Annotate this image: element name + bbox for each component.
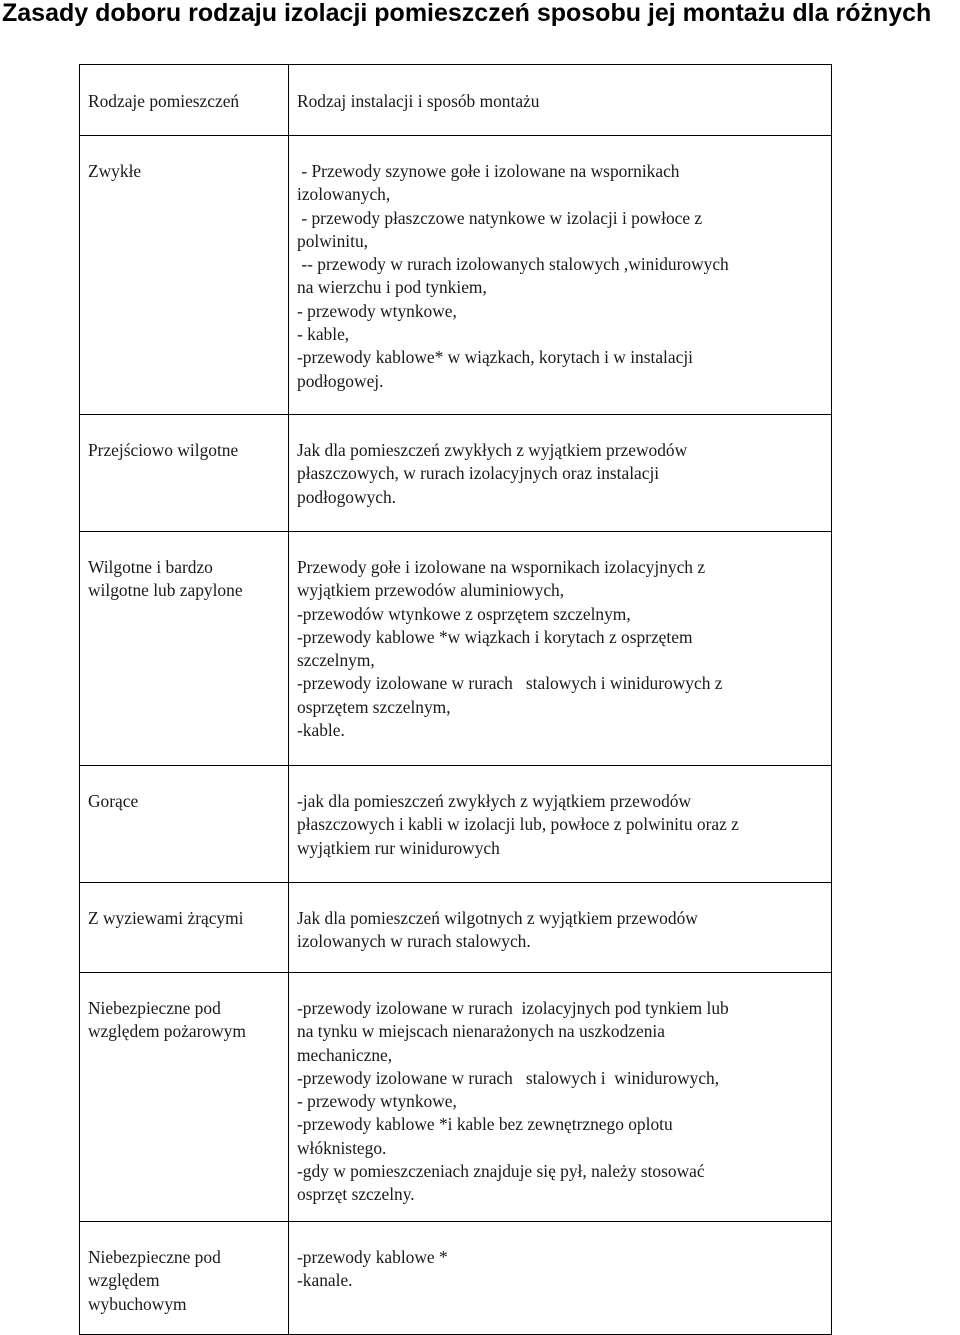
room-type-text bbox=[88, 973, 280, 1044]
room-type-cell bbox=[80, 766, 289, 883]
room-type-cell bbox=[80, 883, 289, 973]
installation-line: podłogowych. bbox=[297, 486, 397, 507]
installation-line: Jak dla pomieszczeń wilgotnych z wyjątkiem przewodów bbox=[297, 908, 698, 928]
installation-line: - kable, bbox=[297, 324, 350, 345]
room-type-line: Przejściowo wilgotne bbox=[88, 440, 239, 460]
installation-line: włóknistego. bbox=[297, 1137, 387, 1158]
installation-text bbox=[297, 883, 823, 954]
room-type-line: względem pożarowym bbox=[88, 1021, 246, 1042]
room-type-line: Niebezpieczne pod bbox=[88, 998, 221, 1018]
installation-line: -przewody izolowane w rurach stalowych i winidurowych z bbox=[297, 673, 723, 694]
installation-text bbox=[297, 1222, 823, 1293]
installation-line: na tynku w miejscach nienarażonych na uszkodzenia bbox=[297, 1021, 665, 1042]
room-type-text bbox=[88, 766, 280, 813]
installation-line: - przewody wtynkowe, bbox=[297, 300, 457, 321]
header-installation-label: Rodzaj instalacji i sposób montażu bbox=[297, 91, 540, 111]
installation-line: -kanale. bbox=[297, 1270, 353, 1291]
installation-line: wyjątkiem przewodów aluminiowych, bbox=[297, 580, 565, 601]
room-type-text bbox=[88, 532, 280, 603]
room-type-text bbox=[88, 136, 280, 183]
installation-line: -- przewody w rurach izolowanych stalowych ,winidurowych bbox=[297, 254, 729, 275]
room-type-line: Wilgotne i bardzo bbox=[88, 557, 213, 577]
room-type-line: Zwykłe bbox=[88, 161, 142, 181]
installation-line: -przewodów wtynkowe z osprzętem szczelnym, bbox=[297, 603, 631, 624]
installation-text bbox=[297, 766, 823, 860]
header-cell-room-types bbox=[80, 65, 289, 136]
room-type-line: wybuchowym bbox=[88, 1293, 187, 1314]
installation-line: polwinitu, bbox=[297, 230, 369, 251]
installation-line: -przewody kablowe* w wiązkach, korytach i w instalacji bbox=[297, 347, 693, 368]
page-title: Zasady doboru rodzaju izolacji pomieszczeń sposobu jej montażu dla różnych bbox=[2, 0, 932, 27]
installation-text bbox=[297, 532, 823, 742]
room-type-line: względem bbox=[88, 1270, 160, 1291]
installation-line: wyjątkiem rur winidurowych bbox=[297, 837, 500, 858]
table-row bbox=[80, 532, 832, 766]
installation-line: osprzętem szczelnym, bbox=[297, 696, 451, 717]
installation-text bbox=[297, 415, 823, 509]
installation-line: płaszczowych i kabli w izolacji lub, powłoce z polwinitu oraz z bbox=[297, 814, 739, 835]
installation-line: mechaniczne, bbox=[297, 1044, 393, 1065]
installation-cell bbox=[289, 766, 832, 883]
installation-cell bbox=[289, 1222, 832, 1335]
installation-line: Przewody gołe i izolowane na wspornikach izolacyjnych z bbox=[297, 557, 706, 577]
installation-line: podłogowej. bbox=[297, 370, 384, 391]
installation-line: -przewody izolowane w rurach stalowych i winidurowych, bbox=[297, 1067, 720, 1088]
installation-cell bbox=[289, 136, 832, 415]
installation-line: - Przewody szynowe gołe i izolowane na wspornikach bbox=[297, 161, 680, 181]
room-type-cell bbox=[80, 415, 289, 532]
room-type-line: Z wyziewami żrącymi bbox=[88, 908, 244, 928]
room-type-cell bbox=[80, 973, 289, 1222]
installation-line: płaszczowych, w rurach izolacyjnych oraz instalacji bbox=[297, 463, 660, 484]
room-type-line: wilgotne lub zapylone bbox=[88, 580, 243, 601]
header-room-types-label: Rodzaje pomieszczeń bbox=[88, 91, 240, 111]
installation-line: -jak dla pomieszczeń zwykłych z wyjątkiem przewodów bbox=[297, 791, 692, 811]
table-row bbox=[80, 415, 832, 532]
table-row bbox=[80, 766, 832, 883]
installation-line: -przewody kablowe *w wiązkach i korytach z osprzętem bbox=[297, 626, 693, 647]
installation-table bbox=[79, 64, 832, 1335]
installation-line: izolowanych, bbox=[297, 184, 391, 205]
room-type-cell bbox=[80, 532, 289, 766]
installation-text bbox=[297, 973, 823, 1207]
header-cell-installation bbox=[289, 65, 832, 136]
room-type-cell bbox=[80, 136, 289, 415]
installation-cell bbox=[289, 973, 832, 1222]
table-row bbox=[80, 136, 832, 415]
room-type-line: Niebezpieczne pod bbox=[88, 1247, 221, 1267]
installation-cell bbox=[289, 532, 832, 766]
room-type-text bbox=[88, 415, 280, 462]
installation-line: -przewody kablowe *i kable bez zewnętrznego oplotu bbox=[297, 1114, 673, 1135]
room-type-line: Gorące bbox=[88, 791, 139, 811]
table-row bbox=[80, 883, 832, 973]
room-type-text bbox=[88, 883, 280, 930]
installation-line: na wierzchu i pod tynkiem, bbox=[297, 277, 487, 298]
installation-cell bbox=[289, 415, 832, 532]
table-row bbox=[80, 1222, 832, 1335]
room-type-cell bbox=[80, 1222, 289, 1335]
installation-text bbox=[297, 136, 823, 393]
installation-cell bbox=[289, 883, 832, 973]
installation-line: - przewody wtynkowe, bbox=[297, 1091, 457, 1112]
room-type-text bbox=[88, 1222, 280, 1316]
installation-line: -przewody kablowe * bbox=[297, 1247, 448, 1267]
installation-line: Jak dla pomieszczeń zwykłych z wyjątkiem przewodów bbox=[297, 440, 688, 460]
table-row bbox=[80, 973, 832, 1222]
installation-line: osprzęt szczelny. bbox=[297, 1184, 415, 1205]
table-header-row bbox=[80, 65, 832, 136]
installation-line: - przewody płaszczowe natynkowe w izolacji i powłoce z bbox=[297, 207, 703, 228]
installation-line: -przewody izolowane w rurach izolacyjnych pod tynkiem lub bbox=[297, 998, 729, 1018]
installation-line: -kable. bbox=[297, 720, 345, 741]
installation-line: izolowanych w rurach stalowych. bbox=[297, 931, 531, 952]
installation-line: -gdy w pomieszczeniach znajduje się pył, należy stosować bbox=[297, 1161, 705, 1182]
installation-line: szczelnym, bbox=[297, 650, 375, 671]
